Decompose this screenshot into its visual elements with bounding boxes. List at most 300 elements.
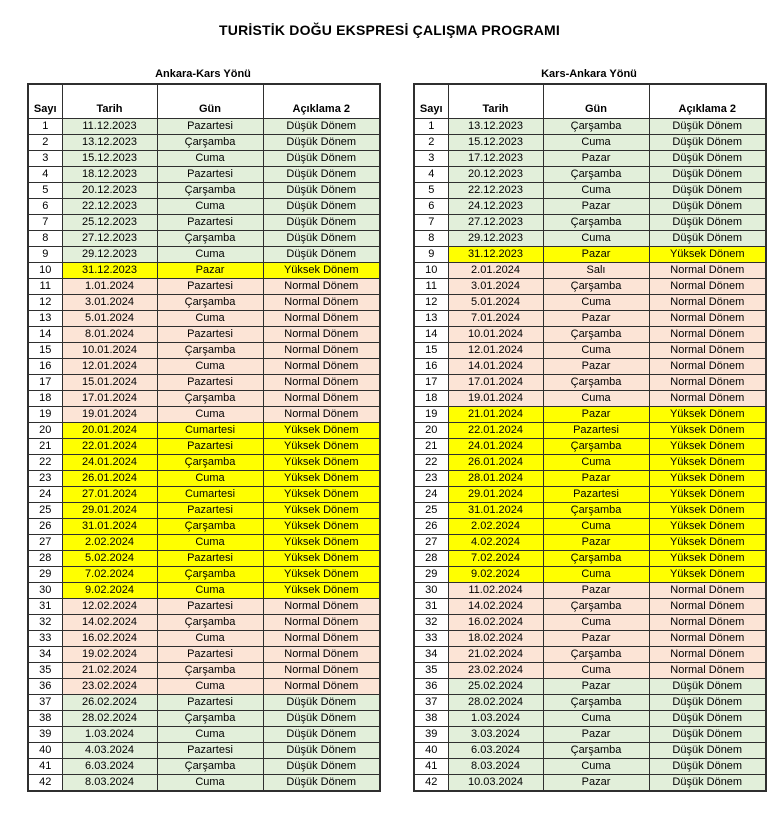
period-cell: Yüksek Dönem xyxy=(263,551,380,567)
page-title: TURİSTİK DOĞU EKSPRESİ ÇALIŞMA PROGRAMI xyxy=(219,22,560,38)
row-number-cell: 39 xyxy=(28,727,62,743)
row-number-cell: 13 xyxy=(28,311,62,327)
row-number-cell: 23 xyxy=(414,471,448,487)
table-row xyxy=(28,215,380,231)
day-cell: Çarşamba xyxy=(157,343,263,359)
period-cell: Normal Dönem xyxy=(263,599,380,615)
row-number-cell: 28 xyxy=(414,551,448,567)
table-row xyxy=(414,215,766,231)
table-row xyxy=(28,679,380,695)
date-cell: 23.02.2024 xyxy=(62,679,157,695)
table-row xyxy=(28,455,380,471)
day-cell: Çarşamba xyxy=(157,615,263,631)
table-row xyxy=(414,391,766,407)
table-row xyxy=(414,455,766,471)
day-cell: Çarşamba xyxy=(157,567,263,583)
row-number-cell: 9 xyxy=(28,247,62,263)
row-number-cell: 14 xyxy=(28,327,62,343)
row-number-cell: 14 xyxy=(414,327,448,343)
table-row xyxy=(28,759,380,775)
day-cell: Cuma xyxy=(543,135,649,151)
date-cell: 16.02.2024 xyxy=(448,615,543,631)
row-number-cell: 20 xyxy=(414,423,448,439)
period-cell: Yüksek Dönem xyxy=(263,503,380,519)
row-number-cell: 17 xyxy=(414,375,448,391)
day-cell: Pazar xyxy=(543,407,649,423)
period-cell: Düşük Dönem xyxy=(263,183,380,199)
day-cell: Çarşamba xyxy=(543,503,649,519)
day-cell: Pazartesi xyxy=(157,439,263,455)
day-cell: Pazar xyxy=(543,471,649,487)
date-cell: 2.02.2024 xyxy=(62,535,157,551)
date-cell: 3.01.2024 xyxy=(448,279,543,295)
table-row xyxy=(414,519,766,535)
row-number-cell: 2 xyxy=(414,135,448,151)
row-number-cell: 32 xyxy=(28,615,62,631)
day-cell: Pazar xyxy=(543,631,649,647)
period-cell: Düşük Dönem xyxy=(263,135,380,151)
period-cell: Normal Dönem xyxy=(649,631,766,647)
table-row xyxy=(28,407,380,423)
row-number-cell: 19 xyxy=(28,407,62,423)
day-cell: Çarşamba xyxy=(543,167,649,183)
day-cell: Cuma xyxy=(157,311,263,327)
row-number-cell: 31 xyxy=(28,599,62,615)
period-cell: Normal Dönem xyxy=(649,295,766,311)
table-row xyxy=(28,615,380,631)
table-row xyxy=(414,263,766,279)
period-cell: Normal Dönem xyxy=(263,615,380,631)
day-cell: Çarşamba xyxy=(157,135,263,151)
row-number-cell: 21 xyxy=(28,439,62,455)
row-number-cell: 10 xyxy=(28,263,62,279)
period-cell: Yüksek Dönem xyxy=(263,423,380,439)
day-cell: Cuma xyxy=(157,359,263,375)
day-cell: Pazartesi xyxy=(543,423,649,439)
day-cell: Çarşamba xyxy=(157,663,263,679)
row-number-cell: 2 xyxy=(28,135,62,151)
row-number-cell: 18 xyxy=(414,391,448,407)
day-cell: Cuma xyxy=(543,519,649,535)
date-cell: 22.01.2024 xyxy=(448,423,543,439)
date-cell: 28.02.2024 xyxy=(448,695,543,711)
row-number-cell: 42 xyxy=(414,775,448,792)
row-number-cell: 12 xyxy=(414,295,448,311)
day-cell: Pazartesi xyxy=(157,375,263,391)
table-row xyxy=(28,503,380,519)
table-row xyxy=(414,583,766,599)
day-cell: Cuma xyxy=(543,391,649,407)
table-row xyxy=(414,423,766,439)
day-cell: Çarşamba xyxy=(543,695,649,711)
date-cell: 20.12.2023 xyxy=(62,183,157,199)
period-cell: Düşük Dönem xyxy=(263,167,380,183)
day-cell: Cuma xyxy=(543,711,649,727)
row-number-cell: 11 xyxy=(414,279,448,295)
date-cell: 13.12.2023 xyxy=(448,119,543,135)
row-number-cell: 21 xyxy=(414,439,448,455)
row-number-cell: 7 xyxy=(414,215,448,231)
period-cell: Düşük Dönem xyxy=(263,215,380,231)
period-cell: Düşük Dönem xyxy=(649,759,766,775)
date-cell: 19.01.2024 xyxy=(62,407,157,423)
table-row xyxy=(28,375,380,391)
row-number-cell: 32 xyxy=(414,615,448,631)
table-row xyxy=(28,151,380,167)
period-cell: Yüksek Dönem xyxy=(649,407,766,423)
period-cell: Normal Dönem xyxy=(649,263,766,279)
date-cell: 31.12.2023 xyxy=(62,263,157,279)
day-cell: Pazartesi xyxy=(157,215,263,231)
table-row xyxy=(414,471,766,487)
day-cell: Pazartesi xyxy=(157,599,263,615)
period-cell: Normal Dönem xyxy=(263,647,380,663)
row-number-cell: 36 xyxy=(28,679,62,695)
period-cell: Normal Dönem xyxy=(649,327,766,343)
date-cell: 4.02.2024 xyxy=(448,535,543,551)
date-cell: 11.02.2024 xyxy=(448,583,543,599)
row-number-cell: 15 xyxy=(28,343,62,359)
table-row xyxy=(28,311,380,327)
period-cell: Yüksek Dönem xyxy=(263,455,380,471)
day-cell: Cuma xyxy=(157,247,263,263)
table-row xyxy=(414,535,766,551)
day-cell: Cuma xyxy=(543,343,649,359)
table-row xyxy=(28,231,380,247)
date-cell: 21.02.2024 xyxy=(62,663,157,679)
day-cell: Pazar xyxy=(543,727,649,743)
row-number-cell: 30 xyxy=(28,583,62,599)
period-cell: Normal Dönem xyxy=(263,391,380,407)
period-cell: Yüksek Dönem xyxy=(649,519,766,535)
day-cell: Pazar xyxy=(543,583,649,599)
date-cell: 24.01.2024 xyxy=(62,455,157,471)
table-row xyxy=(28,711,380,727)
row-number-cell: 34 xyxy=(414,647,448,663)
row-number-cell: 24 xyxy=(414,487,448,503)
period-cell: Yüksek Dönem xyxy=(263,263,380,279)
day-cell: Çarşamba xyxy=(543,119,649,135)
day-cell: Çarşamba xyxy=(543,551,649,567)
table-row xyxy=(28,487,380,503)
period-cell: Düşük Dönem xyxy=(263,199,380,215)
row-number-cell: 28 xyxy=(28,551,62,567)
table-row xyxy=(28,247,380,263)
table-row xyxy=(28,183,380,199)
period-cell: Düşük Dönem xyxy=(649,151,766,167)
date-cell: 3.03.2024 xyxy=(448,727,543,743)
period-cell: Yüksek Dönem xyxy=(649,551,766,567)
date-cell: 18.12.2023 xyxy=(62,167,157,183)
row-number-cell: 22 xyxy=(414,455,448,471)
day-cell: Pazar xyxy=(157,263,263,279)
table-row xyxy=(414,695,766,711)
row-number-cell: 1 xyxy=(28,119,62,135)
date-cell: 25.12.2023 xyxy=(62,215,157,231)
date-cell: 21.02.2024 xyxy=(448,647,543,663)
date-cell: 26.01.2024 xyxy=(448,455,543,471)
period-cell: Yüksek Dönem xyxy=(649,439,766,455)
date-cell: 14.02.2024 xyxy=(448,599,543,615)
row-number-cell: 25 xyxy=(414,503,448,519)
row-number-cell: 33 xyxy=(28,631,62,647)
date-cell: 24.12.2023 xyxy=(448,199,543,215)
date-cell: 15.12.2023 xyxy=(448,135,543,151)
period-cell: Normal Dönem xyxy=(649,343,766,359)
table-row xyxy=(28,135,380,151)
table-body xyxy=(28,119,380,792)
date-cell: 9.02.2024 xyxy=(62,583,157,599)
day-cell: Çarşamba xyxy=(543,279,649,295)
period-cell: Yüksek Dönem xyxy=(263,519,380,535)
table-row xyxy=(414,615,766,631)
date-cell: 7.02.2024 xyxy=(448,551,543,567)
period-cell: Yüksek Dönem xyxy=(263,567,380,583)
period-cell: Yüksek Dönem xyxy=(263,471,380,487)
date-cell: 8.03.2024 xyxy=(448,759,543,775)
table-row xyxy=(414,183,766,199)
period-cell: Yüksek Dönem xyxy=(649,503,766,519)
row-number-cell: 3 xyxy=(414,151,448,167)
date-cell: 21.01.2024 xyxy=(448,407,543,423)
table-row xyxy=(414,407,766,423)
period-cell: Düşük Dönem xyxy=(649,215,766,231)
day-cell: Pazar xyxy=(543,359,649,375)
table-row xyxy=(414,711,766,727)
table-row xyxy=(28,343,380,359)
period-cell: Düşük Dönem xyxy=(263,247,380,263)
day-cell: Cuma xyxy=(157,679,263,695)
period-cell: Düşük Dönem xyxy=(649,743,766,759)
row-number-cell: 23 xyxy=(28,471,62,487)
row-number-cell: 36 xyxy=(414,679,448,695)
period-cell: Yüksek Dönem xyxy=(649,487,766,503)
row-number-cell: 11 xyxy=(28,279,62,295)
period-cell: Normal Dönem xyxy=(649,359,766,375)
table-row xyxy=(414,247,766,263)
date-cell: 26.01.2024 xyxy=(62,471,157,487)
day-cell: Cumartesi xyxy=(157,423,263,439)
table-row xyxy=(414,279,766,295)
date-cell: 20.01.2024 xyxy=(62,423,157,439)
header-row xyxy=(414,84,766,119)
row-number-cell: 6 xyxy=(28,199,62,215)
period-cell: Normal Dönem xyxy=(263,295,380,311)
period-cell: Normal Dönem xyxy=(649,599,766,615)
period-cell: Düşük Dönem xyxy=(649,199,766,215)
column-header-sayi: Sayı xyxy=(414,84,448,119)
schedule-table-ankara-kars xyxy=(27,83,381,792)
table-row xyxy=(28,519,380,535)
day-cell: Pazar xyxy=(543,679,649,695)
day-cell: Cuma xyxy=(543,231,649,247)
table-row xyxy=(28,391,380,407)
day-cell: Çarşamba xyxy=(157,183,263,199)
row-number-cell: 13 xyxy=(414,311,448,327)
date-cell: 17.01.2024 xyxy=(448,375,543,391)
row-number-cell: 16 xyxy=(414,359,448,375)
date-cell: 2.02.2024 xyxy=(448,519,543,535)
day-cell: Çarşamba xyxy=(157,391,263,407)
period-cell: Yüksek Dönem xyxy=(263,487,380,503)
period-cell: Düşük Dönem xyxy=(263,775,380,792)
table-block-kars-ankara xyxy=(413,68,765,792)
schedule-table-kars-ankara xyxy=(413,83,767,792)
row-number-cell: 10 xyxy=(414,263,448,279)
day-cell: Pazartesi xyxy=(543,487,649,503)
table-row xyxy=(28,599,380,615)
period-cell: Normal Dönem xyxy=(649,279,766,295)
table-row xyxy=(414,647,766,663)
table-row xyxy=(414,151,766,167)
row-number-cell: 37 xyxy=(28,695,62,711)
period-cell: Düşük Dönem xyxy=(263,695,380,711)
period-cell: Normal Dönem xyxy=(263,631,380,647)
date-cell: 8.01.2024 xyxy=(62,327,157,343)
date-cell: 5.02.2024 xyxy=(62,551,157,567)
period-cell: Yüksek Dönem xyxy=(649,471,766,487)
period-cell: Normal Dönem xyxy=(263,279,380,295)
day-cell: Cuma xyxy=(157,535,263,551)
table-row xyxy=(28,279,380,295)
row-number-cell: 25 xyxy=(28,503,62,519)
row-number-cell: 37 xyxy=(414,695,448,711)
date-cell: 14.02.2024 xyxy=(62,615,157,631)
row-number-cell: 38 xyxy=(414,711,448,727)
row-number-cell: 15 xyxy=(414,343,448,359)
row-number-cell: 27 xyxy=(414,535,448,551)
date-cell: 22.01.2024 xyxy=(62,439,157,455)
period-cell: Düşük Dönem xyxy=(263,743,380,759)
table-row xyxy=(414,135,766,151)
date-cell: 27.12.2023 xyxy=(448,215,543,231)
day-cell: Çarşamba xyxy=(157,519,263,535)
date-cell: 16.02.2024 xyxy=(62,631,157,647)
table-row xyxy=(28,439,380,455)
date-cell: 29.01.2024 xyxy=(62,503,157,519)
row-number-cell: 26 xyxy=(414,519,448,535)
table-row xyxy=(28,119,380,135)
column-header-gun: Gün xyxy=(543,84,649,119)
table-row xyxy=(414,119,766,135)
row-number-cell: 7 xyxy=(28,215,62,231)
period-cell: Yüksek Dönem xyxy=(263,583,380,599)
row-number-cell: 22 xyxy=(28,455,62,471)
table-row xyxy=(414,567,766,583)
date-cell: 8.03.2024 xyxy=(62,775,157,792)
table-row xyxy=(414,775,766,792)
row-number-cell: 4 xyxy=(28,167,62,183)
row-number-cell: 31 xyxy=(414,599,448,615)
table-row xyxy=(28,743,380,759)
day-cell: Pazar xyxy=(543,311,649,327)
column-header-aciklama: Açıklama 2 xyxy=(263,84,380,119)
table-row xyxy=(414,375,766,391)
day-cell: Pazar xyxy=(543,535,649,551)
period-cell: Normal Dönem xyxy=(649,311,766,327)
table-row xyxy=(28,471,380,487)
column-header-aciklama: Açıklama 2 xyxy=(649,84,766,119)
day-cell: Çarşamba xyxy=(157,295,263,311)
column-header-sayi: Sayı xyxy=(28,84,62,119)
date-cell: 28.01.2024 xyxy=(448,471,543,487)
column-header-tarih: Tarih xyxy=(448,84,543,119)
table-row xyxy=(28,167,380,183)
table-row xyxy=(28,263,380,279)
date-cell: 29.12.2023 xyxy=(62,247,157,263)
day-cell: Çarşamba xyxy=(543,439,649,455)
period-cell: Normal Dönem xyxy=(263,311,380,327)
row-number-cell: 6 xyxy=(414,199,448,215)
date-cell: 2.01.2024 xyxy=(448,263,543,279)
day-cell: Pazar xyxy=(543,151,649,167)
row-number-cell: 34 xyxy=(28,647,62,663)
table-row xyxy=(414,231,766,247)
table-row xyxy=(28,663,380,679)
period-cell: Düşük Dönem xyxy=(263,119,380,135)
row-number-cell: 40 xyxy=(28,743,62,759)
table-row xyxy=(28,423,380,439)
period-cell: Normal Dönem xyxy=(649,615,766,631)
date-cell: 19.01.2024 xyxy=(448,391,543,407)
table-row xyxy=(414,359,766,375)
table-row xyxy=(414,487,766,503)
day-cell: Çarşamba xyxy=(543,215,649,231)
day-cell: Çarşamba xyxy=(157,759,263,775)
period-cell: Yüksek Dönem xyxy=(263,535,380,551)
day-cell: Pazartesi xyxy=(157,503,263,519)
day-cell: Cuma xyxy=(543,759,649,775)
period-cell: Yüksek Dönem xyxy=(263,439,380,455)
period-cell: Normal Dönem xyxy=(263,407,380,423)
period-cell: Düşük Dönem xyxy=(263,151,380,167)
table-row xyxy=(414,295,766,311)
table-row xyxy=(28,727,380,743)
row-number-cell: 27 xyxy=(28,535,62,551)
date-cell: 18.02.2024 xyxy=(448,631,543,647)
period-cell: Düşük Dönem xyxy=(649,135,766,151)
table-row xyxy=(28,647,380,663)
row-number-cell: 1 xyxy=(414,119,448,135)
date-cell: 13.12.2023 xyxy=(62,135,157,151)
day-cell: Çarşamba xyxy=(543,743,649,759)
period-cell: Düşük Dönem xyxy=(649,167,766,183)
period-cell: Normal Dönem xyxy=(649,647,766,663)
day-cell: Cuma xyxy=(543,455,649,471)
row-number-cell: 19 xyxy=(414,407,448,423)
period-cell: Düşük Dönem xyxy=(649,119,766,135)
day-cell: Pazartesi xyxy=(157,327,263,343)
date-cell: 10.01.2024 xyxy=(448,327,543,343)
row-number-cell: 4 xyxy=(414,167,448,183)
period-cell: Düşük Dönem xyxy=(649,775,766,792)
period-cell: Normal Dönem xyxy=(263,375,380,391)
row-number-cell: 40 xyxy=(414,743,448,759)
table-row xyxy=(28,295,380,311)
date-cell: 29.12.2023 xyxy=(448,231,543,247)
column-header-gun: Gün xyxy=(157,84,263,119)
day-cell: Salı xyxy=(543,263,649,279)
table-row xyxy=(414,663,766,679)
day-cell: Pazartesi xyxy=(157,279,263,295)
table-row xyxy=(414,199,766,215)
date-cell: 19.02.2024 xyxy=(62,647,157,663)
row-number-cell: 39 xyxy=(414,727,448,743)
day-cell: Cuma xyxy=(543,295,649,311)
date-cell: 27.01.2024 xyxy=(62,487,157,503)
day-cell: Çarşamba xyxy=(543,599,649,615)
date-cell: 7.01.2024 xyxy=(448,311,543,327)
